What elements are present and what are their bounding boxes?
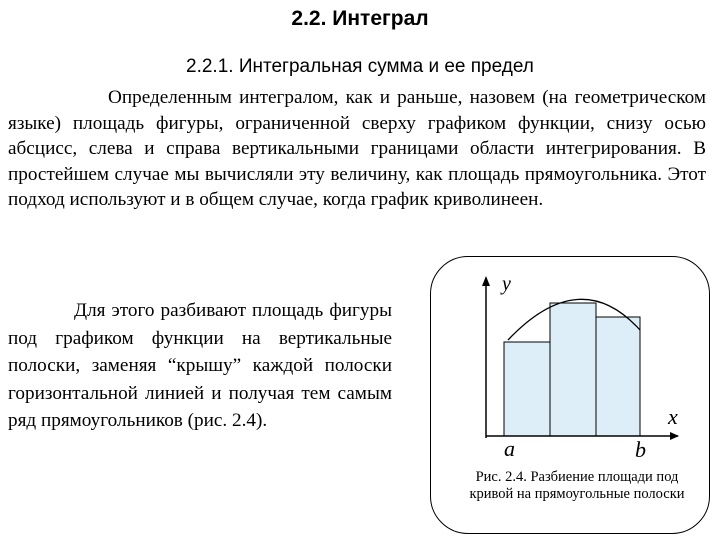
a-label: a [504,436,515,461]
intro-paragraph [8,85,706,213]
section-subtitle: 2.2.1. Интегральная сумма и ее предел [186,56,534,77]
page-title: 2.2. Интеграл [291,7,429,30]
strip-2 [550,303,596,436]
partition-paragraph-text: Для этого разбивают площадь фигуры под графиком функции на вертикальные полоски, заменяя “крышу” каждой полоски горизонтальной линией и получая тем самым ряд прямоугольников (рис. 2.4). [8,300,392,431]
partition-paragraph [8,297,392,435]
x-axis-arrow [670,432,679,440]
intro-paragraph-text: Определенным интегралом, как и раньше, назовем (на геометрическом языке) площадь фигуры, ограниченной сверху графиком функции, снизу осью абсцисс, слева и справа вертикальными границами области интегрирования. В простейшем случае мы вычисляли эту величину, как площадь прямоугольника. Этот подход используют и в общем случае, когда график криволинеен. [8,87,706,210]
figure-caption: Рис. 2.4. Разбиение площади под кривой на прямоугольные полоски [469,469,685,502]
y-axis-arrow [482,276,490,286]
y-axis-label: y [502,273,511,295]
strip-3 [596,317,640,436]
x-axis-label: x [668,404,678,429]
b-label: b [635,437,646,462]
strip-1 [504,342,550,436]
